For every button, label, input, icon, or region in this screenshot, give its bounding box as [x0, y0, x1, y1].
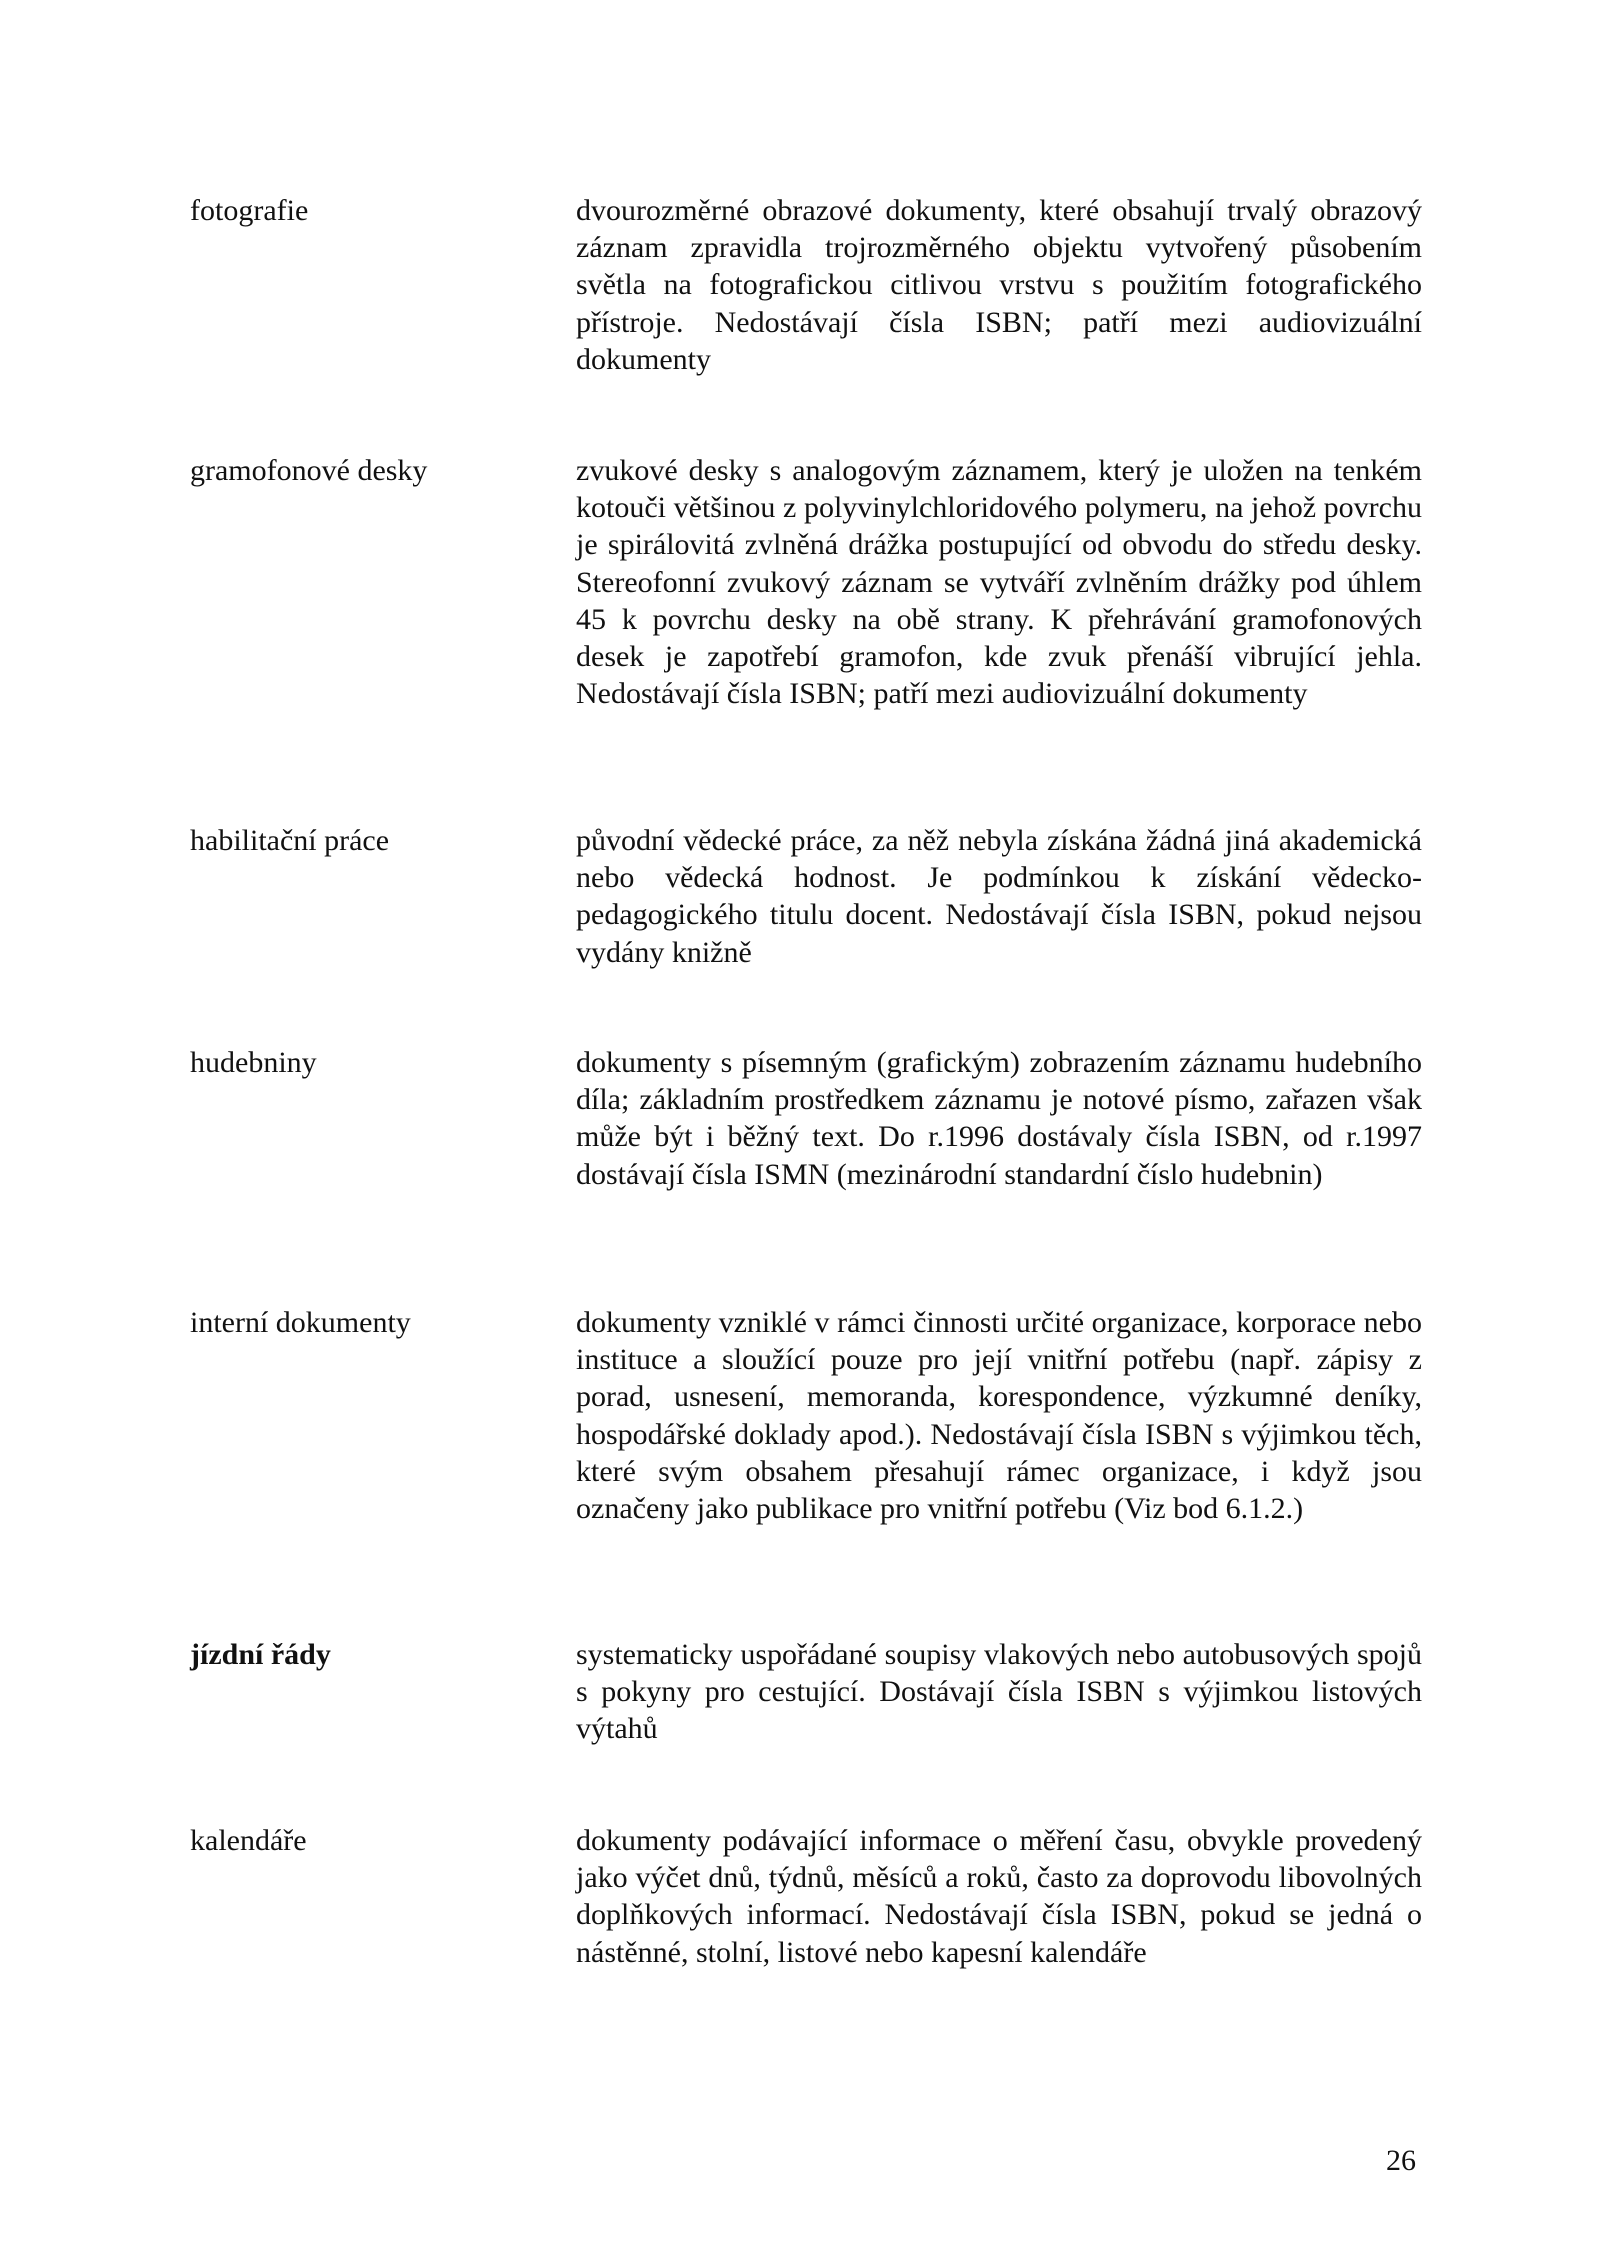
entry-term: kalendáře	[190, 1824, 307, 1857]
entry-definition: dokumenty vzniklé v rámci činnosti určité organizace, korporace nebo instituce a sloužící pouze pro její vnitřní potřebu (např. zápisy z porad, usnesení, memoranda, korespondence, výzkumné deníky, hospodářské doklady apod.). Nedostávají čísla ISBN s výjimkou těch, které svým obsahem přesahují rámec organizace, i když jsou označeny jako publikace pro vnitřní potřebu (Viz bod 6.1.2.)	[576, 1306, 1422, 1526]
entry-definition: původní vědecké práce, za něž nebyla získána žádná jiná akademická nebo vědecká hodnost. Je podmínkou k získání vědecko-pedagogického titulu docent. Nedostávají čísla ISBN, pokud nejsou vydány knižně	[576, 824, 1422, 969]
entry-term: jízdní řády	[190, 1638, 331, 1671]
page-number: 26	[1386, 2144, 1416, 2177]
entry-term: interní dokumenty	[190, 1306, 411, 1339]
entry-term: hudebniny	[190, 1046, 317, 1079]
entry-definition: zvukové desky s analogovým záznamem, který je uložen na tenkém kotouči většinou z polyvinylchloridového polymeru, na jehož povrchu je spirálovitá zvlněná drážka postupující od obvodu do středu desky. Stereofonní zvukový záznam se vytváří zvlněním drážky pod úhlem 45 k povrchu desky na obě strany. K přehrávání gramofonových desek je zapotřebí gramofon, kde zvuk přenáší vibrující jehla. Nedostávají čísla ISBN; patří mezi audiovizuální dokumenty	[576, 454, 1422, 711]
entry-term: habilitační práce	[190, 824, 390, 857]
entry-definition: systematicky uspořádané soupisy vlakových nebo autobusových spojů s pokyny pro cestující. Dostávají čísla ISBN s výjimkou listových výtahů	[576, 1638, 1422, 1746]
entry-definition: dokumenty s písemným (grafickým) zobrazením záznamu hudebního díla; základním prostředkem záznamu je notové písmo, zařazen však může být i běžný text. Do r.1996 dostávaly čísla ISBN, od r.1997 dostávají čísla ISMN (mezinárodní standardní číslo hudebnin)	[576, 1046, 1422, 1191]
entry-definition: dvourozměrné obrazové dokumenty, které obsahují trvalý obrazový záznam zpravidla trojrozměrného objektu vytvořený působením světla na fotografickou citlivou vrstvu s použitím fotografického přístroje. Nedostávají čísla ISBN; patří mezi audiovizuální dokumenty	[576, 194, 1422, 376]
entry-term: gramofonové desky	[190, 454, 428, 487]
entry-term: fotografie	[190, 194, 309, 227]
entry-definition: dokumenty podávající informace o měření času, obvykle provedený jako výčet dnů, týdnů, měsíců a roků, často za doprovodu libovolných doplňkových informací. Nedostávají čísla ISBN, pokud se jedná o nástěnné, stolní, listové nebo kapesní kalendáře	[576, 1824, 1422, 1969]
